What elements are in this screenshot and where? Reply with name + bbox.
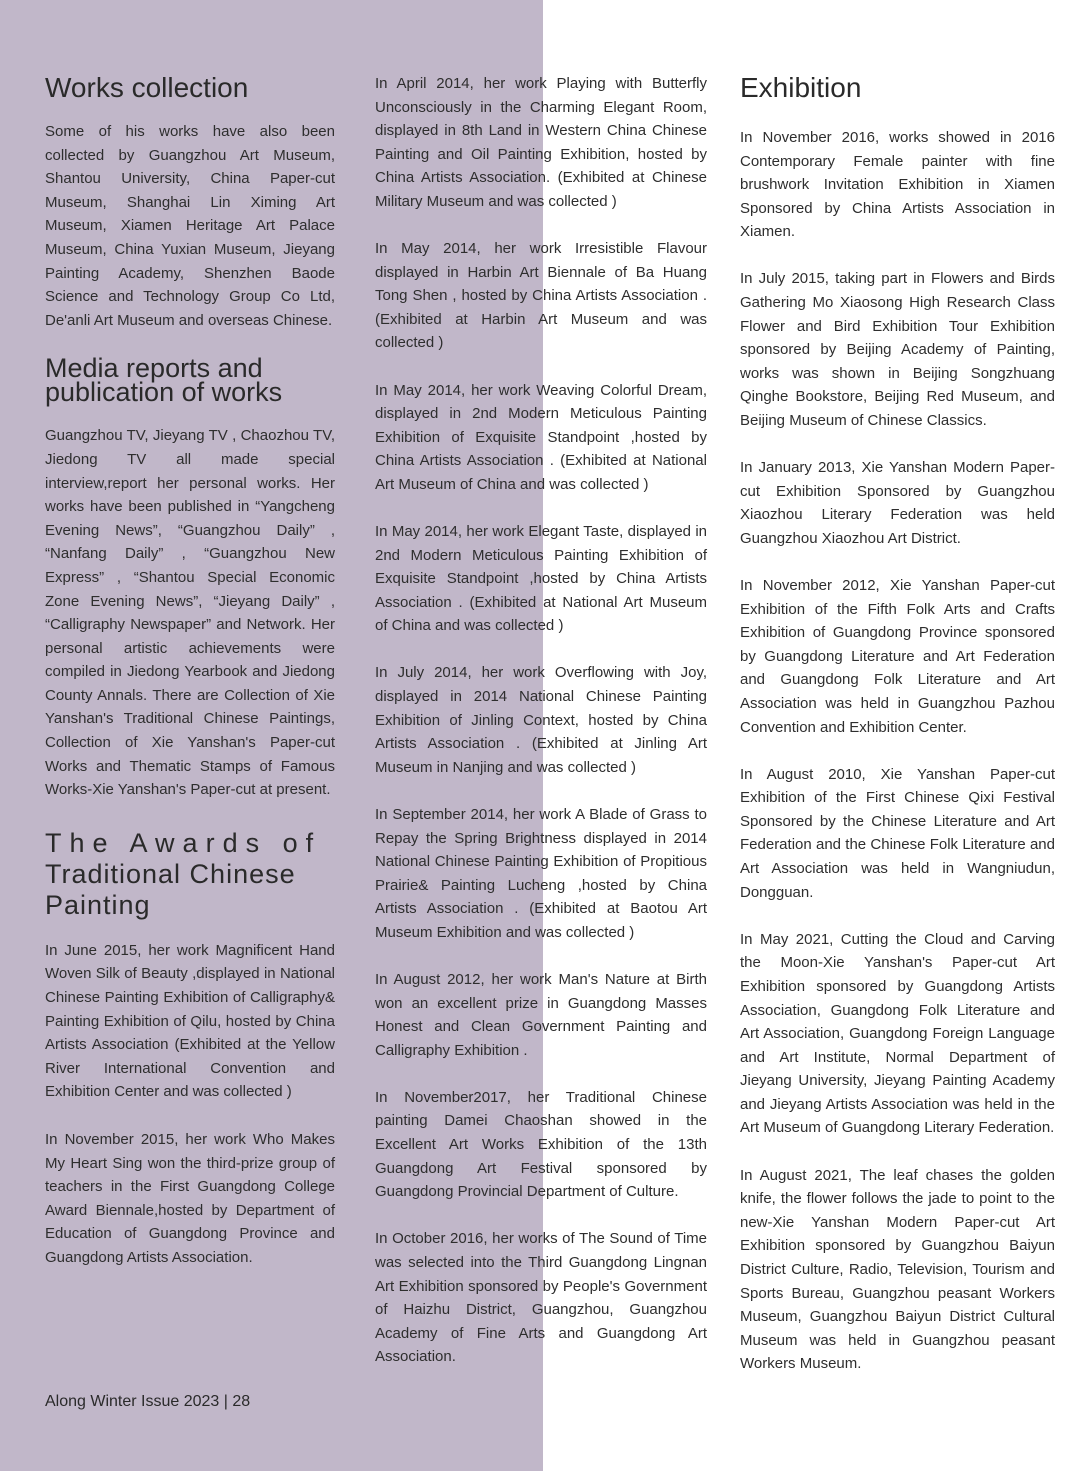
awards-paragraph-1: In June 2015, her work Magnificent Hand Woven Silk of Beauty ,displayed in National Chinese Painting Exhibition of Calligraphy& Painting Exhibition of Qilu, hosted by China Artists Association (Exhibited at the Yellow River International Convention and Exhibition Center and was collected ) (45, 941, 335, 1101)
exhibition-entry: In May 2021, Cutting the Cloud and Carving the Moon-Xie Yanshan's Paper-cut Art Exhibition sponsored by Guangdong Artists Association, Guangdong Folk Literature and Art Association, Guangdong Foreign Language and Art Institute, Normal Department of Jieyang University, Jieyang Painting Academy and Jieyang Artists Association was held in the Art Museum of Guangdong Literary Federation. (740, 930, 1055, 1137)
exhibition-entry: In August 2021, The leaf chases the golden knife, the flower follows the jade to point to the new-Xie Yanshan Modern Paper-cut Art Exhibition sponsored by Guangzhou Baiyun District Culture, Radio, Television, Tourism and Sports Bureau, Guangzhou peasant Workers Museum, Guangzhou Baiyun District Cultural Museum was held in Guangzhou peasant Workers Museum. (740, 1166, 1055, 1373)
works-collection-text: Some of his works have also been collected by Guangzhou Art Museum, Shantou University, China Paper-cut Museum, Shanghai Lin Ximing Art Museum, Xiamen Heritage Art Palace Museum, China Yuxian Museum, Jieyang Painting Academy, Shenzhen Baode Science and Technology Group Co Ltd, De'anli Art Museum and overseas Chinese. (45, 123, 335, 329)
award-entry: In October 2016, her works of The Sound of Time was selected into the Third Guangdong Lingnan Art Exhibition sponsored by People's Government of Haizhu District, Guangzhou, Guangzhou Academy of Fine Arts and Guangdong Art Association. (375, 1230, 707, 1366)
media-reports-heading: Media reports and publication of works (45, 353, 283, 408)
award-entry: In November2017, her Traditional Chinese painting Damei Chaoshan showed in the Excellent Art Works Exhibition of the 13th Guangdong Art Festival sponsored by Guangdong Provincial Department of Culture. (375, 1088, 707, 1201)
awards-heading-line2: Traditional Chinese Painting (45, 858, 296, 920)
media-reports-text: Guangzhou TV, Jieyang TV , Chaozhou TV, Jiedong TV all made special interview,report her personal works. Her works have been published in “Yangcheng Evening News”, “Guangzhou Daily” , “Nanfang Daily” , “Guangzhou New Express” , “Shantou Special Economic Zone Evening News”, “Jieyang Daily” , “Calligraphy Newspaper” and Network. Her personal artistic achievements were compiled in Jiedong Yearbook and Jiedong County Annals. There are Collection of Xie Yanshan's Traditional Chinese Paintings, Collection of Xie Yanshan's Paper-cut Works and Thematic Stamps of Famous Works-Xie Yanshan's Paper-cut at present. (45, 427, 335, 799)
award-entry: In August 2012, her work Man's Nature at Birth won an excellent prize in Guangdong Masses Honest and Clean Government Painting and Calligraphy Exhibition . (375, 971, 707, 1059)
exhibition-entry: In August 2010, Xie Yanshan Paper-cut Exhibition of the First Chinese Qixi Festival Sponsored by the Chinese Literature and Art Federation and the Chinese Folk Literature and Art Association was held in Wangniudun, Dongguan. (740, 765, 1055, 901)
works-collection-heading: Works collection (45, 72, 249, 103)
middle-column (375, 72, 707, 1392)
exhibition-entry: In November 2016, works showed in 2016 Contemporary Female painter with fine brushwork Invitation Exhibition in Xiamen Sponsored by China Artists Association in Xiamen. (740, 129, 1055, 241)
right-column (740, 70, 1055, 1399)
page-footer: Along Winter Issue 2023 | 28 (45, 1393, 251, 1410)
award-entry: In May 2014, her work Elegant Taste, displayed in 2nd Modern Meticulous Painting Exhibition of Exquisite Standpoint ,hosted by China Artists Association . (Exhibited at National Art Museum of China and was collected ) (375, 523, 707, 635)
awards-heading-line1: The Awards of (45, 827, 322, 858)
award-entry: In April 2014, her work Playing with Butterfly Unconsciously in the Charming Elegant Room, displayed in 8th Land in Western China Chinese Painting and Oil Painting Exhibition, hosted by China Artists Association. (Exhibited at Chinese Military Museum and was collected ) (375, 75, 707, 210)
award-entry: In May 2014, her work Weaving Colorful Dream, displayed in 2nd Modern Meticulous Painting Exhibition of Exquisite Standpoint ,hosted by China Artists Association . (Exhibited at National Art Museum of China and was collected ) (375, 381, 707, 493)
awards-heading (45, 828, 335, 921)
award-entry: In September 2014, her work A Blade of Grass to Repay the Spring Brightness displayed in 2014 National Chinese Painting Exhibition of Propitious Prairie& Painting Lucheng ,hosted by China Artists Association . (Exhibited at Baotou Art Museum Exhibition and was collected ) (375, 805, 707, 941)
award-entry: In May 2014, her work Irresistible Flavour displayed in Harbin Art Biennale of Ba Huang Tong Shen , hosted by China Artists Association . (Exhibited at Harbin Art Museum and was collected ) (375, 240, 707, 352)
exhibition-entry: In July 2015, taking part in Flowers and Birds Gathering Mo Xiaosong High Research Class Flower and Bird Exhibition Tour Exhibition sponsored by Beijing Academy of Painting, works was shown in Beijing Songzhuang Qinghe Bookstore, Beijing Red Museum, and Beijing Museum of Chinese Classics. (740, 270, 1055, 430)
award-entry: In July 2014, her work Overflowing with Joy, displayed in 2014 National Chinese Painting Exhibition of Jinling Context, hosted by China Artists Association . (Exhibited at Jinling Art Museum in Nanjing and was collected ) (375, 664, 707, 776)
exhibition-entry: In January 2013, Xie Yanshan Modern Paper-cut Exhibition Sponsored by Guangzhou Xiaozhou Literary Federation was held Guangzhou Xiaozhou Art District. (740, 459, 1055, 547)
left-column (45, 70, 335, 1270)
exhibition-heading: Exhibition (740, 72, 862, 103)
exhibition-entry: In November 2012, Xie Yanshan Paper-cut Exhibition of the Fifth Folk Arts and Crafts Exhibition of Guangdong Province sponsored by Guangdong Literature and Art Federation and Guangdong Folk Literature and Art Association was held in Guangzhou Pazhou Convention and Exhibition Center. (740, 577, 1055, 736)
awards-paragraph-2: In November 2015, her work Who Makes My Heart Sing won the third-prize group of teachers in the First Guangdong College Award Biennale,hosted by Department of Education of Guangdong Province and Guangdong Artists Association. (45, 1131, 335, 1266)
